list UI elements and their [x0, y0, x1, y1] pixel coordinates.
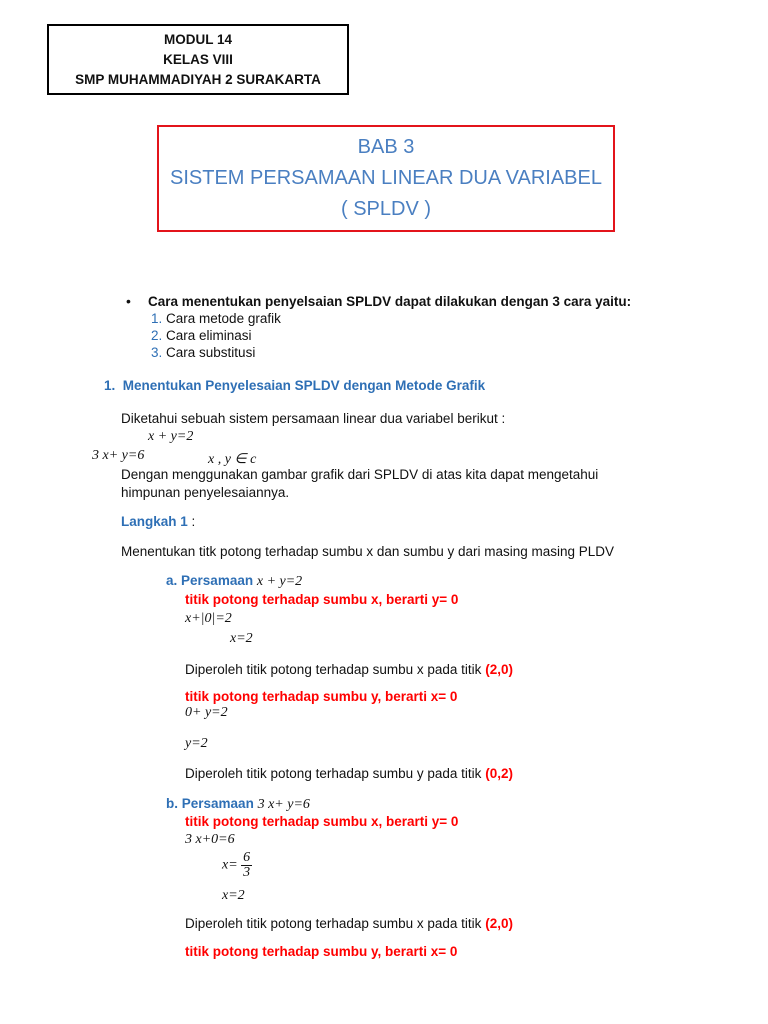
chapter-number: BAB 3 — [357, 136, 415, 158]
module-number: MODUL 14 — [163, 31, 232, 47]
intro-text: Cara menentukan penyelsaian SPLDV dapat dilakukan dengan 3 cara yaitu: — [148, 294, 632, 309]
part-label: b. — [166, 796, 178, 811]
list-label: Cara metode grafik — [166, 311, 281, 326]
y-intercept-result-eq: y=2 — [185, 736, 208, 751]
y-intercept-heading: titik potong terhadap sumbu y, berarti x= 0 — [185, 689, 458, 704]
list-label: Cara eliminasi — [166, 328, 252, 343]
chapter-abbreviation: ( SPLDV ) — [340, 198, 432, 220]
part-a-heading — [166, 573, 302, 590]
x-fraction-equation — [222, 851, 252, 880]
fraction-denominator: 3 — [243, 865, 251, 880]
list-item — [151, 345, 255, 360]
x-intercept-result — [185, 662, 513, 677]
class-level: KELAS VIII — [163, 51, 233, 67]
x-intercept-result — [185, 916, 513, 931]
list-item — [151, 311, 281, 326]
y-intercept-result — [185, 766, 513, 781]
list-item — [151, 328, 252, 343]
list-number: 1. — [151, 311, 163, 326]
list-number: 3. — [151, 345, 163, 360]
result-text: Diperoleh titik potong terhadap sumbu y pada titik — [185, 766, 482, 781]
part-b-heading — [166, 796, 310, 813]
step-label: Langkah 1 — [121, 514, 188, 529]
part-heading-text: Persamaan — [181, 573, 254, 588]
section-number: 1. — [104, 378, 116, 393]
chapter-title: SISTEM PERSAMAAN LINEAR DUA VARIABEL — [170, 167, 602, 189]
school-name: SMP MUHAMMADIYAH 2 SURAKARTA — [75, 71, 321, 87]
result-text: Diperoleh titik potong terhadap sumbu x pada titik — [185, 916, 482, 931]
x-intercept-heading: titik potong terhadap sumbu x, berarti y= 0 — [185, 814, 459, 829]
step-colon: : — [187, 514, 196, 529]
fraction — [241, 851, 252, 880]
description-line: himpunan penyelesaiannya. — [121, 485, 290, 500]
y-intercept-heading: titik potong terhadap sumbu y, berarti x= 0 — [185, 944, 458, 959]
list-label: Cara substitusi — [166, 345, 256, 360]
y-intercept-step: 0+ y=2 — [185, 705, 228, 720]
x-intercept-step: x+|0|=2 — [185, 611, 232, 626]
x-intercept-step: 3 x+0=6 — [185, 832, 235, 847]
x-intercept-heading: titik potong terhadap sumbu x, berarti y= 0 — [185, 592, 459, 607]
module-header-box — [47, 24, 349, 95]
result-text: Diperoleh titik potong terhadap sumbu x pada titik — [185, 662, 482, 677]
step-text: Menentukan titk potong terhadap sumbu x dan sumbu y dari masing masing PLDV — [121, 544, 615, 559]
chapter-title-box — [157, 125, 615, 232]
part-equation: x + y=2 — [256, 574, 303, 589]
bullet-icon: • — [126, 293, 131, 309]
part-label: a. — [166, 573, 178, 588]
x-intercept-result-eq: x=2 — [222, 888, 245, 903]
part-heading-text: Persamaan — [181, 796, 254, 811]
result-point: (0,2) — [485, 766, 513, 781]
equation-2: 3 x+ y=6 — [92, 448, 145, 463]
result-point: (2,0) — [485, 916, 513, 931]
section-title: Menentukan Penyelesaian SPLDV dengan Metode Grafik — [122, 378, 486, 393]
given-text: Diketahui sebuah sistem persamaan linear dua variabel berikut : — [121, 411, 506, 426]
result-point: (2,0) — [485, 662, 513, 677]
equation-1: x + y=2 — [148, 429, 194, 444]
step-heading — [121, 514, 195, 529]
variable-domain: x , y ∈ c — [208, 452, 257, 467]
part-equation: 3 x+ y=6 — [257, 797, 310, 812]
list-number: 2. — [151, 328, 163, 343]
x-intercept-result-eq: x=2 — [230, 631, 253, 646]
description-line: Dengan menggunakan gambar grafik dari SPLDV di atas kita dapat mengetahui — [121, 467, 599, 482]
fraction-lhs: x= — [222, 857, 238, 873]
section-heading — [104, 378, 485, 393]
fraction-numerator: 6 — [243, 850, 251, 865]
